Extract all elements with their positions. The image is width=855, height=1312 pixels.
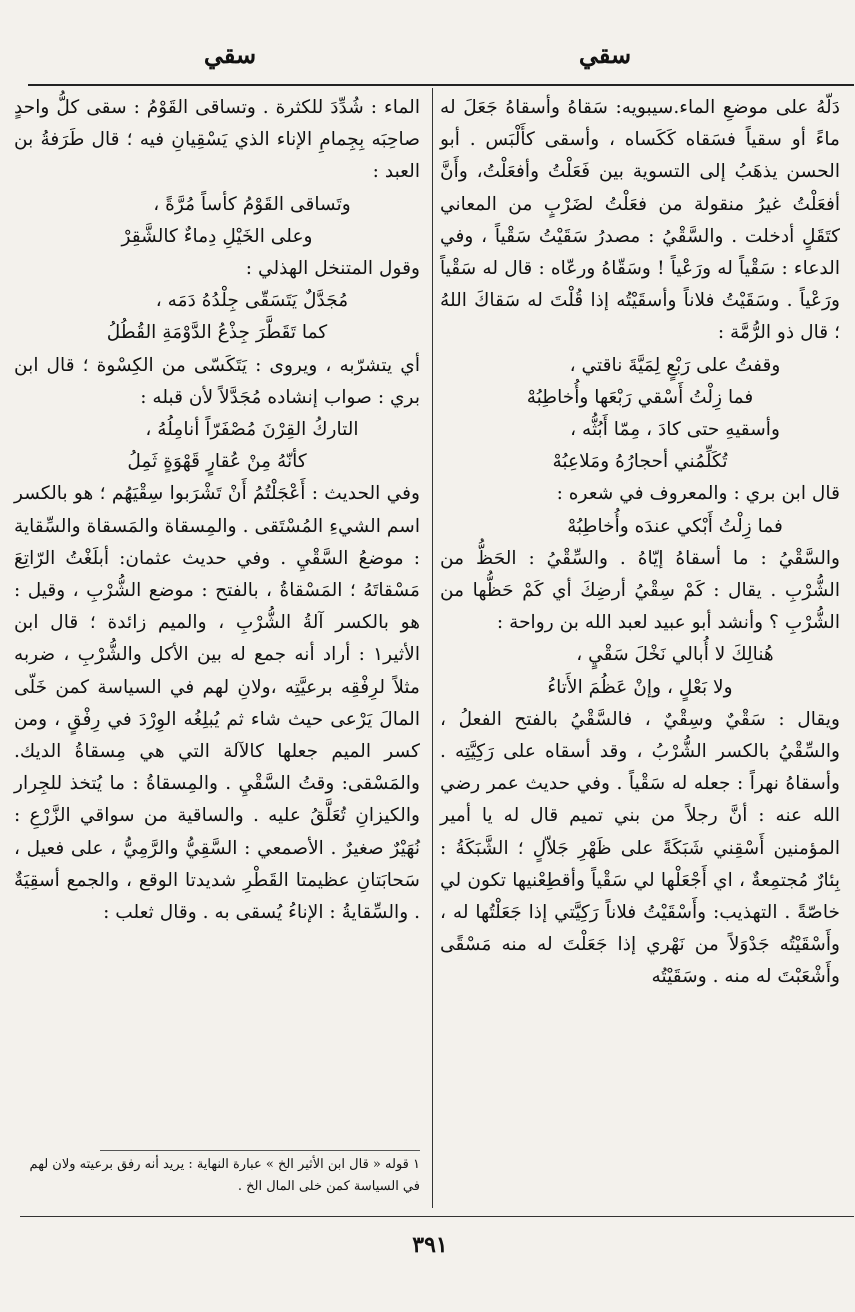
verse-line: وتَساقى القَوْمُ كأساً مُرَّةً ، <box>153 193 351 215</box>
right-column <box>440 92 840 994</box>
verse-line: وأسقيهِ حتى كادَ ، مِمّا أَبُثُّه ، <box>570 419 780 441</box>
paragraph: والسَّقْيُ : ما أسقاهُ إيّاهُ . والسِّقْيُ : الحَظُّ من الشُّرْبِ . يقال : كَمْ سِقْيُ أرضِكَ أي كَمْ حَظُّها من الشُّرْبِ ؟ وأنشد أبو عبيد لعبد الله بن رواحة : <box>440 547 840 634</box>
footnote-rule <box>100 1150 420 1151</box>
column-divider <box>432 88 433 1208</box>
verse-line: فما زِلْتُ أَسْقي رَبْعَها وأُخاطِبُهْ <box>526 386 754 408</box>
verse-line: مُجَدَّلٌ يَتَسَقّى جِلْدُهُ دَمَه ، <box>155 290 349 312</box>
verse-line: فما زِلْتُ أَبْكي عندَه وأُخاطِبُهْ <box>567 515 783 537</box>
verse-line: تُكَلِّمُني أحجارُهُ ومَلاعِبُهْ <box>552 451 728 473</box>
paragraph: قال ابن بري : والمعروف في شعره : <box>556 483 840 505</box>
verse-line: كأنّهُ مِنْ عُقارٍ قَهْوَةٍ ثَمِلُ <box>127 451 307 473</box>
verse-line: وقفتُ على رَبْعٍ لِمَيَّةَ ناقتي ، <box>569 354 781 376</box>
left-column <box>14 92 420 929</box>
paragraph: الماء : شُدِّدَ للكثرة . وتساقى القَوْمُ : سقى كلُّ واحدٍ صاحِبَه بِجِمامِ الإناء الذي يَسْقِيانِ فيه ؛ قال طَرَفةُ بن العبد : <box>14 97 420 183</box>
paragraph: وفي الحديث : أَعْجَلْتُمُ أَنْ تَشْرَبوا سِقْيَهُم ؛ هو بالكسر اسم الشيءِ المُسْتَقى . والمِسقاة والمَسقاة والسِّقاية : موضعُ السَّقْيِ . وفي حديث عثمان: أبلَغْتُ الرّاتِعَ مَسْقاتَهُ ؛ المَسْقاةُ ، بالفتح : موضع الشُّرْبِ ، وقيل : هو بالكسر آلةُ الشُّرْبِ ، والميم زائدة ؛ قال ابن الأثير١ : أراد أنه جمع له بين الأكل والشُّرْبِ ، ضربه مثلاً لرِفْقِه برعيَّتِه ،ولانِ لهم في السياسة كمن خَلّى المالَ يَرْعى حيث شاء ثم يُبلِغُه الوِرْدَ في رِفْقٍ ، ومن كسر الميم جعلها كالآلة التي هي مِسقاةُ الديك. والمَسْقى: وقتُ السَّقْيِ . والمِسقاةُ : ما يُتخذ للجِرار والكيزانِ تُعَلَّقُ عليه . والساقية من سواقي الزَّرْعِ : نُهَيْرٌ صغيرٌ . الأصمعي : السَّقِيُّ والرَّمِيُّ ، على فعيل ، سَحابَتانِ عظيمتا القَطْرِ شديدتا الوقع ، والجمع أسقِيَةٌ . والسِّقايةُ : الإناءُ يُسقى به . وقال ثعلب : <box>14 483 420 924</box>
verse-line: هُنالِكَ لا أُبالي نَخْلَ سَقْيٍ ، <box>576 644 774 666</box>
running-head-left: سقي <box>203 40 257 69</box>
footer-rule <box>20 1216 854 1217</box>
verse-line: ولا بَعْلٍ ، وإنْ عَظُمَ الأَتاءُ <box>547 676 733 698</box>
footnote: ١ قوله « قال ابن الأثير الخ » عبارة النهاية : يريد أنه رفق برعيته ولان لهم في السياسة كمن خلى المال الخ . <box>29 1157 420 1194</box>
paragraph: ويقال : سَقْيٌ وسِقْيٌ ، فالسَّقْيُ بالفتح الفعلُ ، والسِّقْيُ بالكسر الشُّرْبُ ، وقد أسقاه على رَكِيَّتِه . وأسقاهُ نهراً : جعله له سَقْياً . وفي حديث عمر رضي الله عنه : أنَّ رجلاً من بني تميم قال له يا أمير المؤمنين أَسْقِني شَبَكَةً على ظَهْرِ جَلاّلٍ ؛ الشَّبَكَةُ : بِئارٌ مُجتمِعةٌ ، اي أَجْعَلْها لي سَقْياً وأقطِعْنيها تكون لي خاصّةً . التهذيب: وأَسْقَيْتُ فلاناً رَكِيَّتي إذا جَعَلْتُها له ، وأَسْقَيْتُه جَدْوَلاً من نَهْري إذا جَعَلْتَ له منه مَسْقًى وأَشْعَبْتَ له منه . وسَقَيْتُه <box>440 708 840 988</box>
paragraph: وقول المتنخل الهذلي : <box>245 258 420 280</box>
verse-line: التاركُ القِرْنَ مُصْفَرّاً أنامِلُهُ ، <box>145 419 359 441</box>
verse-line: كما تَقَطَّرَ جِذْعُ الدَّوْمَةِ القُطُلُ <box>106 322 328 344</box>
paragraph: دَلّهُ على موضعِ الماء.سيبويه: سَقاهُ وأسقاهُ جَعَلَ له ماءً أو سقياً فسَقاه كَكَساه ، وأسقى كأَلْبَس . أبو الحسن يذهَبُ إلى التسوية بين فَعَلْتُ وأفعَلْتُ، وأَنَّ أفعَلْتُ غيرُ منقولة من فعَلْتُ لضَرْبٍ من المعاني كتَقَلٍ أدخلت . والسَّقْيُ : مصدرُ سَقَيْتُ سَقْياً ، وفي الدعاء : سَقْياً له ورَعْياً ! وسَقّاهُ ورعّاه : قال له سَقْياً ورَعْياً . وسَقَيْتُ فلاناً وأسقَيْتُه إذا قُلْتَ له سَقاكَ اللهُ ؛ قال ذو الرُّمَّة : <box>440 97 840 344</box>
paragraph: أي يتشرّبه ، ويروى : يَتَكَسّى من الكِسْوة ؛ قال ابن بري : صواب إنشاده مُجَدَّلاً لأن قبله : <box>14 354 420 408</box>
header-rule <box>28 84 854 86</box>
running-head-right: سقي <box>578 40 632 69</box>
verse-line: وعلى الخَيْلِ دِماءٌ كالشَّقِرْ <box>121 225 313 247</box>
page-number: ٣٩١ <box>412 1232 448 1258</box>
